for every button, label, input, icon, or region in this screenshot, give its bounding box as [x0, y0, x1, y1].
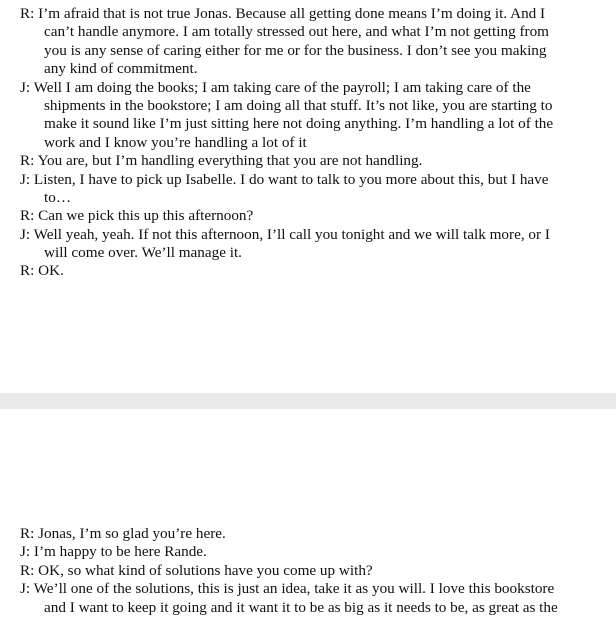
text-line: make it sound like I’m just sitting here not doing anything. I’m handling a lot of the: [44, 115, 554, 133]
text-line: can’t handle anymore. I am totally stressed out here, and what I’m not getting from: [44, 23, 549, 41]
text-line: R: OK, so what kind of solutions have you come up with?: [20, 561, 373, 579]
text-line: any kind of commitment.: [44, 60, 198, 78]
document-page-2: [0, 409, 616, 618]
text-line: J: We’ll one of the solutions, this is just an idea, take it as you will. I love this bookstore: [20, 580, 555, 598]
text-line: work and I know you’re handling a lot of it: [44, 133, 307, 151]
text-line: you is any sense of caring either for me or for the business. I don’t see you making: [44, 41, 547, 59]
text-line: will come over. We’ll manage it.: [44, 244, 242, 262]
text-line: R: You are, but I’m handling everything that you are not handling.: [20, 152, 423, 170]
text-line: R: Can we pick this up this afternoon?: [20, 207, 254, 225]
page-1-text: [20, 5, 610, 281]
text-line: J: I’m happy to be here Rande.: [20, 543, 207, 561]
page-separator: [0, 393, 616, 409]
page-2-text: [20, 525, 610, 617]
text-line: R: OK.: [20, 262, 64, 280]
text-line: R: Jonas, I’m so glad you’re here.: [20, 525, 226, 542]
text-line: J: Well yeah, yeah. If not this afternoon, I’ll call you tonight and we will talk more, or I: [20, 225, 550, 243]
text-line: to…: [44, 188, 72, 206]
text-line: shipments in the bookstore; I am doing all that stuff. It’s not like, you are starting to: [44, 96, 553, 114]
text-line: and I want to keep it going and it want it to be as big as it needs to be, as great as the: [44, 598, 558, 616]
text-line: J: Well I am doing the books; I am taking care of the payroll; I am taking care of the: [20, 78, 531, 96]
text-line: R: I’m afraid that is not true Jonas. Because all getting done means I’m doing it. And I: [20, 5, 546, 22]
text-line: J: Listen, I have to pick up Isabelle. I do want to talk to you more about this, but I have: [20, 170, 549, 188]
